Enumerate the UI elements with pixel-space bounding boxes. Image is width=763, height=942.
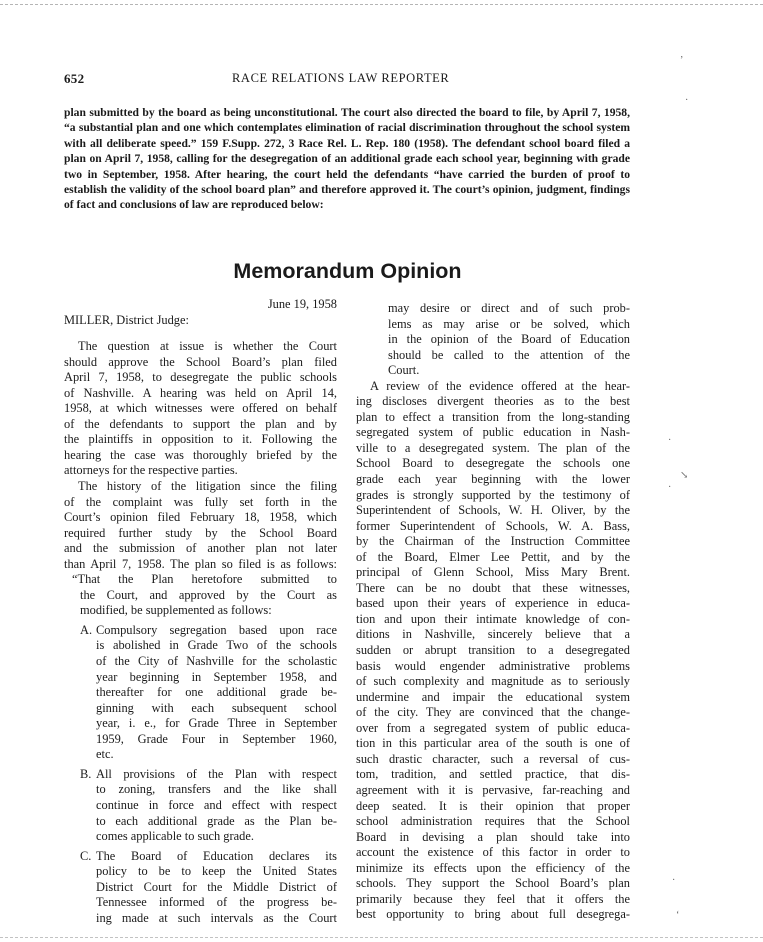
text-line: former Superintendent of Schools, W. A. Bass, xyxy=(356,518,630,533)
item-marker: A. xyxy=(80,622,93,637)
text-line: 1958, at which witnesses were offered on behalf xyxy=(64,401,337,416)
item-marker: B. xyxy=(80,766,92,781)
text-line: Court’s opinion filed February 18, 1958, which xyxy=(64,510,337,525)
text-line: to zoning, transfers and the like shall xyxy=(96,782,337,797)
text-line: over from a segregated system of public educa- xyxy=(356,720,630,735)
text-line: comes applicable to such grade. xyxy=(96,829,254,844)
spacer xyxy=(64,328,337,339)
paragraph-evidence-review xyxy=(356,379,630,923)
running-head: RACE RELATIONS LAW REPORTER xyxy=(232,71,450,85)
intro-paragraph: plan submitted by the board as being unconstitutional. The court also directed the board to file, by April 7, 1958, “a substantial plan and one which contemplates elimination of racial discrimination throughout the school system with all deliberate speed.” 159 F.Supp. 272, 3 Race Rel. L. Rep. 180 (1958). The defendant school board filed a plan on April 7, 1958, calling for the desegregation of an additional grade each school year, beginning with grade two in September, 1958. After hearing, the court held the defendants “have carried the burden of proof to establish the validity of the school board plan” and therefore approved it. The court’s opinion, judgment, findings of fact and conclusions of law are reproduced below: xyxy=(64,106,630,212)
text-line: based upon their years of experience in educa- xyxy=(356,596,630,611)
text-line: grades is strongly supported by the testimony of xyxy=(356,487,630,502)
text-line: tion and upon their intimate knowledge of con- xyxy=(356,611,630,626)
speck-mark: ‘ xyxy=(676,910,680,921)
text-line: of the City of Nashville for the scholastic xyxy=(96,654,337,669)
text-line: Court. xyxy=(388,363,420,378)
text-line: required further study by the School Board xyxy=(64,525,337,540)
text-line: The history of the litigation since the filing xyxy=(78,479,337,494)
text-line: year beginning in September 1958, and xyxy=(96,669,337,684)
text-line: “That the Plan heretofore submitted to xyxy=(72,572,337,587)
text-line: There can be no doubt that these witnesses, xyxy=(356,580,630,595)
item-text: All provisions of the Plan with respect xyxy=(96,766,337,781)
plan-item-a xyxy=(80,623,337,763)
text-line: Superintendent of Schools, W. H. Oliver, by the xyxy=(356,503,630,518)
text-line: and the submission of another plan not later xyxy=(64,541,337,556)
text-line: the plaintiffs in opposition to it. Following the xyxy=(64,432,337,447)
plan-item-b xyxy=(80,767,337,845)
text-line: A review of the evidence offered at the hear- xyxy=(370,378,630,393)
text-line: of Nashville. A hearing was held on April 14, xyxy=(64,385,337,400)
text-line: etc. xyxy=(96,747,114,762)
text-line: School Board to desegregate the schools one xyxy=(356,456,630,471)
text-line: ing made at such intervals as the Court xyxy=(96,910,337,925)
opinion-title: Memorandum Opinion xyxy=(233,259,462,283)
text-line: segregated system of public education in Nash- xyxy=(356,425,630,440)
text-line: 1959, Grade Four in September 1960, xyxy=(96,731,337,746)
text-line: ginning with each subsequent school xyxy=(96,700,337,715)
left-column xyxy=(64,297,337,926)
speck-mark: · xyxy=(672,875,676,886)
opinion-date: June 19, 1958 xyxy=(267,297,337,311)
text-line: tion in this particular area of the south is one of xyxy=(356,736,630,751)
text-line: ing discloses divergent theories as to the best xyxy=(356,394,630,409)
text-line: of the Board, Elmer Lee Pettit, and by the xyxy=(356,549,630,564)
text-line: tom, tradition, and settled practice, that dis- xyxy=(356,767,630,782)
text-line: school administration requires that the School xyxy=(356,814,630,829)
text-line: of the complaint was fully set forth in the xyxy=(64,494,337,509)
plan-item-c-continued xyxy=(356,301,630,379)
text-line: Tennessee informed of the progress be- xyxy=(96,895,337,910)
item-text: The Board of Education declares its xyxy=(96,848,337,863)
speck-mark: ↘ xyxy=(680,470,689,481)
text-line: minimize its effects upon the efficiency of the xyxy=(356,860,630,875)
bottom-scan-edge xyxy=(0,937,763,938)
text-line: of such complexity and magnitude as to seriously xyxy=(356,674,630,689)
text-line: undermine and impair the educational system xyxy=(356,689,630,704)
text-line: The question at issue is whether the Court xyxy=(78,339,337,354)
text-line: year, i. e., for Grade Three in September xyxy=(96,716,337,731)
text-line: grade each year beginning with the lower xyxy=(356,472,630,487)
item-text: Compulsory segregation based upon race xyxy=(96,622,337,637)
text-line: sudden or abrupt transition to a desegregated xyxy=(356,643,630,658)
text-line: April 7, 1958, to desegregate the public schools xyxy=(64,370,337,385)
text-line: agreement with it is pervasive, far-reaching and xyxy=(356,782,630,797)
text-line: policy to be to keep the United States xyxy=(96,864,337,879)
text-line xyxy=(80,767,337,783)
text-line: may desire or direct and of such prob- xyxy=(388,301,630,315)
text-line: by the Chairman of the Instruction Committee xyxy=(356,534,630,549)
plan-item-c xyxy=(80,849,337,927)
speck-mark: · xyxy=(685,95,689,106)
text-line: best opportunity to bring about full desegrega- xyxy=(356,907,630,922)
page-number: 652 xyxy=(64,71,85,86)
text-line: account the existence of this factor in order to xyxy=(356,845,630,860)
text-line: basis would engender administrative problems xyxy=(356,658,630,673)
right-column xyxy=(356,301,630,923)
text-line: schools. They support the School Board’s plan xyxy=(356,876,630,891)
paragraph-question xyxy=(64,339,337,479)
paragraph-history xyxy=(64,479,337,572)
speck-mark: · xyxy=(668,435,672,446)
text-line: should be called to the attention of the xyxy=(388,347,630,362)
text-line: to each additional grade as the Plan be- xyxy=(96,813,337,828)
text-line: Board in devising a plan should take into xyxy=(356,829,630,844)
text-line: ditions in Nashville, sincerely believe that a xyxy=(356,627,630,642)
text-line: attorneys for the respective parties. xyxy=(64,463,238,478)
text-line: plan to effect a transition from the long-standing xyxy=(356,409,630,424)
text-line: should approve the School Board’s plan filed xyxy=(64,354,337,369)
text-line: such drastic character, such a reversal of cus- xyxy=(356,751,630,766)
text-line: primarily because they feel that it offers the xyxy=(356,891,630,906)
text-line: of the city. They are convinced that the change- xyxy=(356,705,630,720)
text-line: deep seated. It is their opinion that proper xyxy=(356,798,630,813)
text-line: in the opinion of the Board of Education xyxy=(388,332,630,347)
text-line: lems as may arise or be solved, which xyxy=(388,316,630,331)
text-line xyxy=(80,849,337,865)
text-line xyxy=(80,623,337,639)
text-line: thereafter for one additional grade be- xyxy=(96,685,337,700)
speck-mark: ’ xyxy=(680,55,684,66)
text-line: ville to a desegregated system. The plan of the xyxy=(356,440,630,455)
text-line: is abolished in Grade Two of the schools xyxy=(96,638,337,653)
text-line: than April 7, 1958. The plan so filed is as follows: xyxy=(64,556,337,571)
text-line: principal of Glenn School, Miss Mary Brent. xyxy=(356,565,630,580)
text-line: modified, be supplemented as follows: xyxy=(80,603,272,618)
speck-mark: · xyxy=(668,482,672,493)
text-line: continue in force and effect with respect xyxy=(96,797,337,812)
text-line: the Court, and approved by the Court as xyxy=(80,587,337,602)
quoted-plan xyxy=(64,572,337,926)
item-marker: C. xyxy=(80,848,92,863)
text-line: of the defendants to support the plan and by xyxy=(64,416,337,431)
text-line: District Court for the Middle District of xyxy=(96,879,337,894)
text-line: hearing the case was thoroughly briefed by the xyxy=(64,447,337,462)
judge-line: MILLER, District Judge: xyxy=(64,312,189,327)
top-scan-edge xyxy=(0,4,763,5)
